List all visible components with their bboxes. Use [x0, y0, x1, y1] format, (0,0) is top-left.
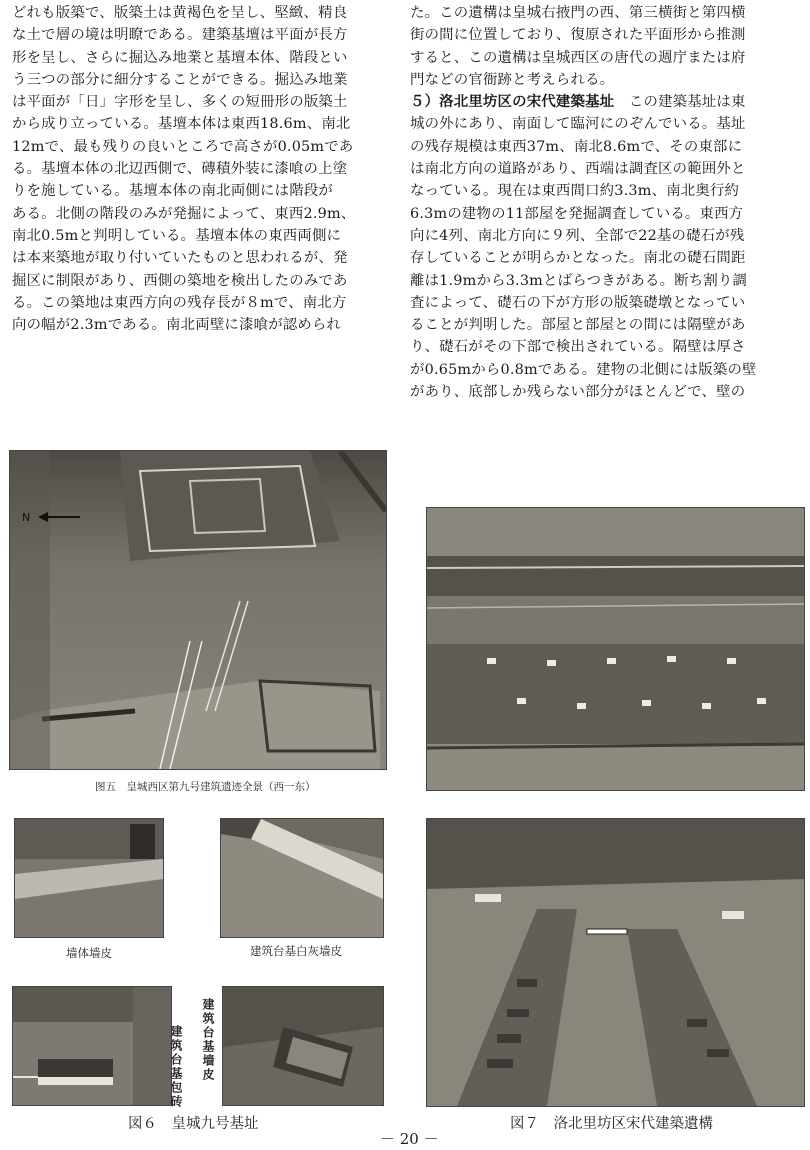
left-text-column [12, 2, 388, 336]
text-line: る。この築地は東西方向の残存長が８mで、南北方 [12, 294, 347, 311]
text-line: る。基壇本体の北辺西側で、磚積外装に漆喰の上塗 [12, 161, 348, 178]
text-line: 離は1.9mから3.3mとばらつきがある。断ち割り調 [410, 272, 748, 289]
text-line: 南北0.5mと判明している。基壇本体の東西両側に [12, 227, 342, 244]
text-line: は本来築地が取り付いていたものと思われるが、発 [12, 250, 348, 267]
text-line: 向の幅が2.3mである。南北両壁に漆喰が認められ [12, 317, 342, 334]
text-line: 存していることが明らかとなった。南北の礎石間距 [410, 250, 746, 267]
text-line: りを施している。基壇本体の南北両側には階段が [12, 183, 333, 200]
text-line: 向に4列、南北方向に９列、全部で22基の礎石が残 [410, 227, 745, 244]
text-line: ある。北側の階段のみが発掘によって、東西2.9m、 [12, 205, 356, 222]
text-line: 城の外にあり、南面して臨河にのぞんでいる。基址 [410, 116, 746, 133]
fig6a-caption: 墙体墙皮 [66, 946, 112, 960]
text-line: 形を呈し、さらに掘込み地業と基壇本体、階段とい [12, 49, 348, 66]
text-line: の残存規模は東西37m、南北8.6mで、その東部に [410, 138, 743, 155]
text-line: な土で層の境は明瞭である。建築基壇は平面が長方 [12, 27, 348, 44]
text-line: ることが判明した。部屋と部屋との間には隔壁があ [410, 317, 746, 334]
fig6a-photo [14, 818, 164, 938]
fig6d-caption: 建筑台基墙皮 [201, 998, 215, 1082]
text-line: 査によって、礎石の下が方形の版築礎墩となってい [410, 294, 746, 311]
text-line: があり、底部しか残らない部分がほとんどで、壁の [410, 384, 746, 401]
fig6b-caption: 建筑台基白灰墙皮 [250, 944, 342, 958]
text-line: り、礎石がその下部で検出されている。隔壁は厚さ [410, 339, 746, 356]
fig6c-caption: 建筑台基包砖 [169, 1025, 183, 1109]
text-line: た。この遺構は皇城右掖門の西、第三横街と第四横 [410, 5, 746, 21]
text-line: 12mで、最も残りの良いところで高さが0.05mであ [12, 138, 354, 155]
text-line: 6.3mの建物の11部屋を発掘調査している。東西方 [410, 205, 744, 222]
fig7-caption: 図７ 洛北里坊区宋代建築遺構 [510, 1116, 713, 1132]
text-fragment: この建築基址は東 [614, 94, 746, 111]
text-line: が0.65mから0.8mである。建物の北側には版築の壁 [410, 361, 757, 378]
fig5-caption: 图五 皇城西区第九号建筑遗迹全景（西一东） [95, 781, 316, 793]
section-heading-line [410, 91, 802, 113]
north-arrow-label: N [22, 511, 31, 524]
text-line: 門などの官衙跡と考えられる。 [410, 71, 615, 88]
fig6d-photo [222, 986, 384, 1106]
text-line: 掘区に制限があり、西側の築地を検出したのみであ [12, 272, 348, 289]
text-line: すると、この遺構は皇城西区の唐代の週庁または府 [410, 49, 746, 66]
fig7-upper-photo [426, 507, 805, 791]
fig5-excavation-photo [9, 450, 387, 770]
fig6-caption: 図６ 皇城九号基址 [128, 1116, 259, 1132]
right-text-column [410, 2, 802, 403]
text-line: なっている。現在は東西間口約3.3m、南北奥行約 [410, 183, 740, 200]
text-line: は平面が「日」字形を呈し、多くの短冊形の版築土 [12, 94, 348, 111]
text-line: 街の間に位置しており、復原された平面形から推測 [410, 27, 746, 44]
text-line: から成り立っている。基壇本体は東西18.6m、南北 [12, 116, 351, 133]
fig6b-photo [220, 818, 384, 938]
text-line: どれも版築で、版築土は黄褐色を呈し、堅緻、精良 [12, 5, 348, 21]
fig6c-photo [12, 986, 172, 1106]
section-heading: ５）洛北里坊区の宋代建築基址 [410, 94, 615, 111]
page-number: － 20 － [380, 1130, 439, 1148]
fig7-lower-photo [426, 818, 805, 1107]
text-line: う三つの部分に細分することができる。掘込み地業 [12, 71, 348, 88]
text-line: は南北方向の道路があり、西端は調査区の範囲外と [410, 161, 746, 178]
